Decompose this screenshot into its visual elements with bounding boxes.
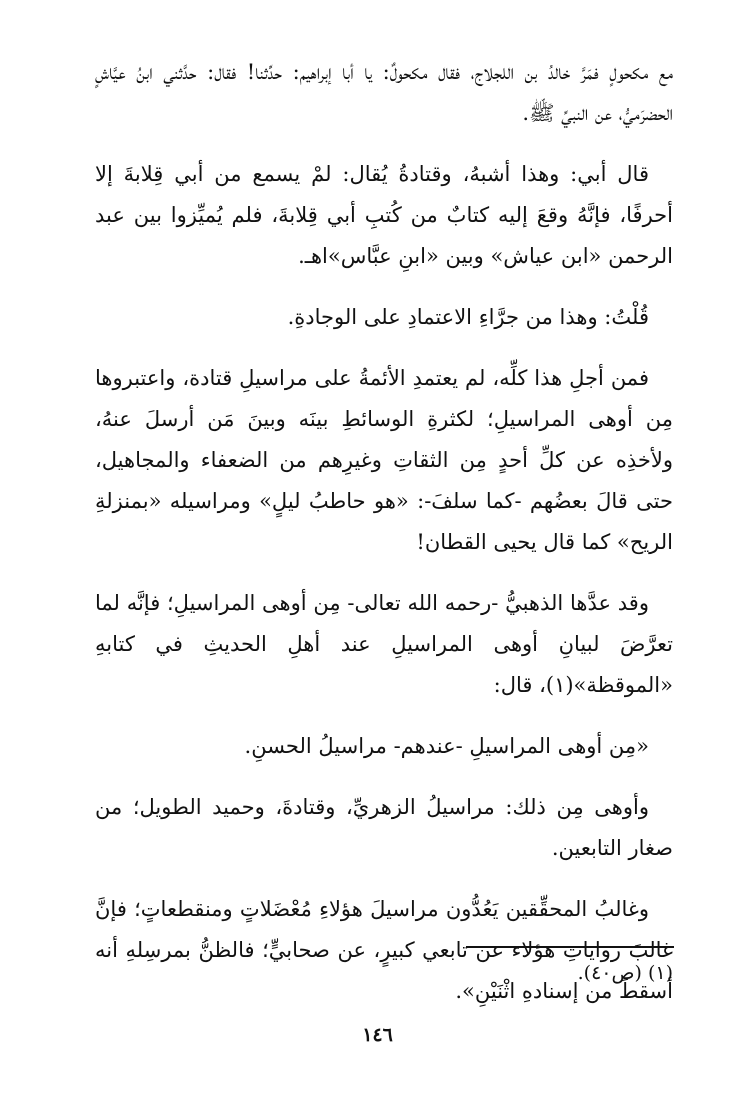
footnote: (١) (ص٤٠). <box>577 962 673 984</box>
footnote-divider <box>466 946 674 948</box>
paragraph-1: مع مكحولٍ فمَرَّ خالدُ بن اللجلاج، فقال مكحولٌ: يا أبا إبراهيم: حدِّثنا! فقال: حدَّثني ابنُ عيَّاشٍ الحضرَميُّ، عن النبيِّ ﷺ. <box>95 60 673 125</box>
paragraph-7: وأوهى مِن ذلك: مراسيلُ الزهريِّ، وقتادةَ، وحميد الطويل؛ من صغار التابعين. <box>95 795 673 860</box>
paragraph-5: وقد عدَّها الذهبيُّ -رحمه الله تعالى- مِن أوهى المراسيلِ؛ فإنَّه لما تعرَّضَ لبيانِ أوهى المراسيلِ عند أهلِ الحديثِ في كتابهِ «الموقظة»(١)، قال: <box>95 591 673 697</box>
paragraph-3: قُلْتُ: وهذا من جرَّاءِ الاعتمادِ على الوجادةِ. <box>287 305 649 329</box>
paragraph-4: فمن أجلِ هذا كلِّه، لم يعتمدِ الأئمةُ على مراسيلِ قتادة، واعتبروها مِن أوهى المراسيلِ؛ لكثرةِ الوسائطِ بينَه وبينَ مَن أرسلَ عنهُ، ولأخذِه عن كلِّ أحدٍ مِن الثقاتِ وغيرِهم من الضعفاء والمجاهيل، حتى قالَ بعضُهم -كما سلفَ-: «هو حاطبُ ليلٍ» ومراسيله «بمنزلةِ الريح» كما قال يحيى القطان! <box>95 366 673 554</box>
paragraph-8: وغالبُ المحقِّقين يَعُدُّون مراسيلَ هؤلاءِ مُعْضَلاتٍ ومنقطعاتٍ؛ فإنَّ غالبَ رواياتِ هؤلاء عن تابعي كبيرٍ، عن صحابيٍّ؛ فالظنُّ بمرسِلهِ أنه أسقطَ من إسنادهِ اثْنَيْنِ». <box>95 897 673 1003</box>
paragraph-6-quote: «مِن أوهى المراسيلِ -عندهم- مراسيلُ الحسنِ. <box>244 734 649 758</box>
paragraph-2: قال أبي: وهذا أشبهُ، وقتادةُ يُقال: لمْ يسمع من أبي قِلابةَ إلا أحرفًا، فإنَّهُ وقعَ إليه كتابٌ من كُتبِ أبي قِلابةَ، فلم يُميِّزوا بين عبد الرحمن «ابن عياش» وبين «ابنِ عبَّاس»اهـ. <box>95 162 673 268</box>
body-text <box>95 52 673 1032</box>
page-number: ١٤٦ <box>362 1024 393 1046</box>
